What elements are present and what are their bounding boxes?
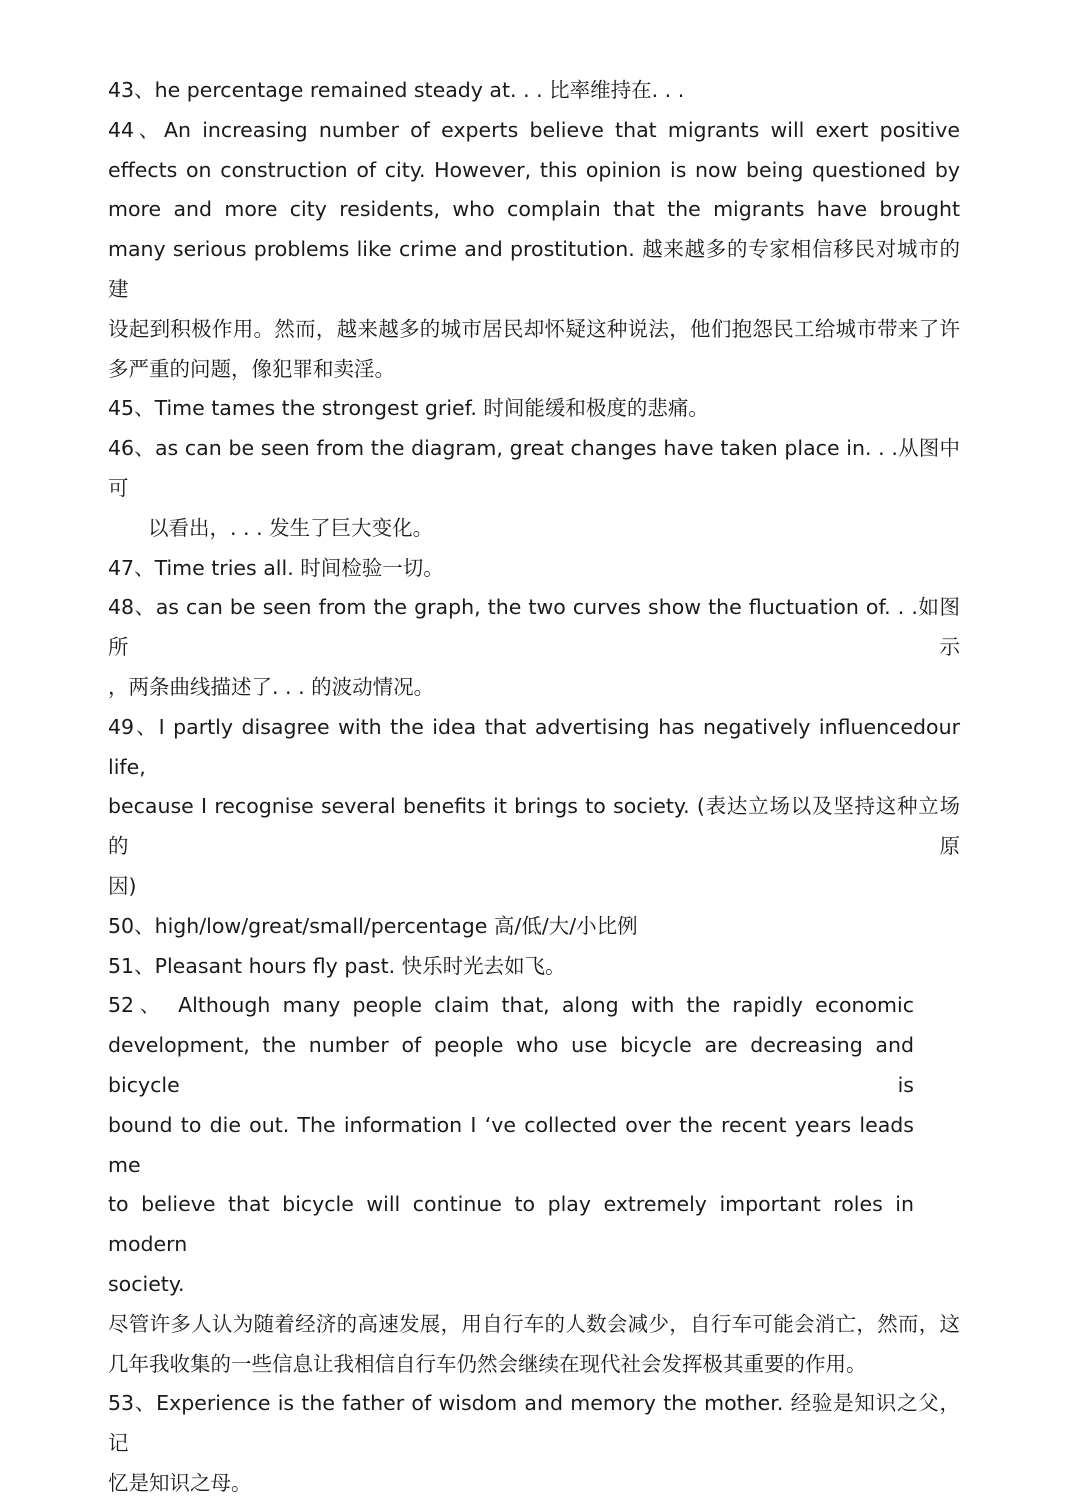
entry-44-line-6: 多严重的问题，像犯罪和卖淫。 <box>108 356 395 381</box>
entry-49-line-3: 因) <box>108 873 137 898</box>
entry-45 <box>108 389 960 429</box>
entry-49-line-2: because I recognise several benefits it brings to society. (表达立场以及坚持这种立场的原 <box>108 794 960 859</box>
entry-46 <box>108 429 960 548</box>
entry-51 <box>108 947 960 987</box>
entry-46-line-1: 46、as can be seen from the diagram, great changes have taken place in. . .从图中可 <box>108 436 960 500</box>
entry-43 <box>108 71 960 111</box>
entry-52-line-6: 尽管许多人认为随着经济的高速发展，用自行车的人数会减少，自行车可能会消亡，然而，这 <box>108 1311 960 1336</box>
entry-44-line-4: many serious problems like crime and prostitution. 越来越多的专家相信移民对城市的建 <box>108 237 960 301</box>
entry-50 <box>108 907 960 947</box>
entry-43-line-1: 43、he percentage remained steady at. . . 比率维持在. . . <box>108 78 685 102</box>
entry-44-line-1: 44、An increasing number of experts believe that migrants will exert positive <box>108 117 960 142</box>
entry-48-line-2: ，两条曲线描述了. . . 的波动情况。 <box>108 674 435 699</box>
document-body <box>108 71 960 1504</box>
entry-49 <box>108 708 960 907</box>
entry-52 <box>108 986 960 1384</box>
entry-52-line-5: society. <box>108 1271 185 1296</box>
entry-52-line-1: 52、 Although many people claim that, along with the rapidly economic <box>108 993 914 1018</box>
entry-49-line-1: 49、I partly disagree with the idea that advertising has negatively influencedour life, <box>108 714 960 779</box>
entry-53 <box>108 1384 960 1503</box>
entry-44-line-5: 设起到积极作用。然而，越来越多的城市居民却怀疑这种说法，他们抱怨民工给城市带来了许 <box>108 316 960 341</box>
entry-52-line-4: to believe that bicycle will continue to play extremely important roles in modern <box>108 1192 914 1257</box>
entry-51-line-1: 51、Pleasant hours fly past. 快乐时光去如飞。 <box>108 953 566 978</box>
entry-45-line-1: 45、Time tames the strongest grief. 时间能缓和极度的悲痛。 <box>108 396 709 421</box>
entry-50-line-1: 50、high/low/great/small/percentage 高/低/大/小比例 <box>108 913 638 938</box>
entry-48 <box>108 588 960 707</box>
entry-44-line-2: effects on construction of city. However, this opinion is now being questioned by <box>108 157 960 182</box>
entry-52-line-7: 几年我收集的一些信息让我相信自行车仍然会继续在现代社会发挥极其重要的作用。 <box>108 1351 867 1376</box>
entry-44 <box>108 111 960 390</box>
entry-47-line-1: 47、Time tries all. 时间检验一切。 <box>108 555 444 580</box>
entry-52-line-3: bound to die out. The information I ‘ve collected over the recent years leads me <box>108 1112 914 1177</box>
entry-48-line-1: 48、as can be seen from the graph, the two curves show the fluctuation of. . .如图所示 <box>108 595 960 660</box>
entry-44-line-3: more and more city residents, who complain that the migrants have brought <box>108 197 960 222</box>
entry-52-line-2: development, the number of people who use bicycle are decreasing and bicycle is <box>108 1033 914 1097</box>
entry-46-line-2: 以看出，. . . 发生了巨大变化。 <box>148 515 434 540</box>
entry-53-line-1: 53、Experience is the father of wisdom and memory the mother. 经验是知识之父，记 <box>108 1391 960 1456</box>
entry-53-line-2: 忆是知识之母。 <box>108 1470 252 1495</box>
entry-47 <box>108 549 960 589</box>
